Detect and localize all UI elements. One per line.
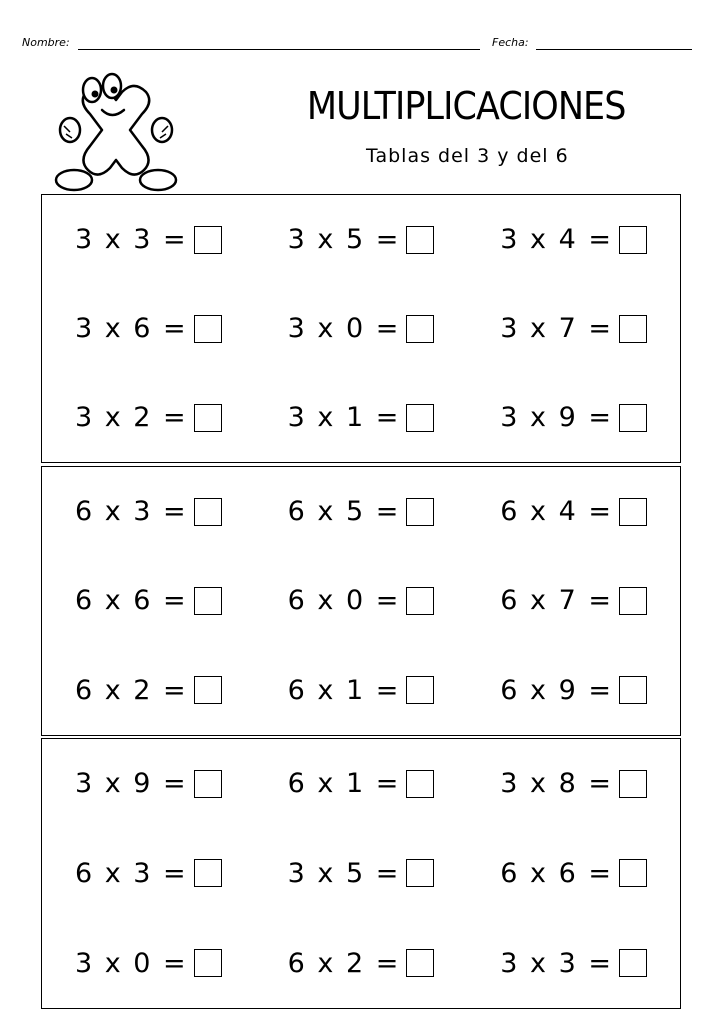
problem-expression: 3 x 0 =	[74, 947, 188, 979]
problem-section-2	[41, 466, 681, 736]
problem	[255, 739, 468, 829]
answer-box[interactable]	[194, 859, 222, 887]
problem-expression: 6 x 2 =	[287, 947, 401, 979]
problem	[255, 467, 468, 556]
problem	[467, 556, 680, 645]
problem	[255, 918, 468, 1008]
problem	[467, 195, 680, 284]
problem	[42, 918, 255, 1008]
answer-box[interactable]	[194, 587, 222, 615]
answer-box[interactable]	[194, 949, 222, 977]
problem-expression: 3 x 7 =	[500, 313, 614, 344]
answer-box[interactable]	[406, 315, 434, 343]
problem	[467, 646, 680, 735]
problem	[467, 467, 680, 556]
problem-expression: 3 x 1 =	[287, 402, 401, 433]
problem-expression: 6 x 4 =	[500, 496, 614, 528]
problem-expression: 6 x 5 =	[287, 496, 401, 528]
page-title: MULTIPLICACIONES	[306, 84, 626, 128]
answer-box[interactable]	[406, 676, 434, 704]
problem-expression: 6 x 7 =	[500, 585, 614, 617]
problem	[255, 646, 468, 735]
answer-box[interactable]	[194, 498, 222, 526]
answer-box[interactable]	[619, 315, 647, 343]
answer-box[interactable]	[194, 315, 222, 343]
problem-expression: 3 x 0 =	[287, 313, 401, 344]
problem	[467, 829, 680, 919]
name-field[interactable]	[78, 49, 480, 50]
answer-box[interactable]	[406, 949, 434, 977]
answer-box[interactable]	[194, 404, 222, 432]
answer-box[interactable]	[619, 676, 647, 704]
problem-expression: 3 x 9 =	[74, 768, 188, 800]
problem	[42, 829, 255, 919]
problem-expression: 3 x 9 =	[500, 402, 614, 433]
problem-expression: 3 x 5 =	[287, 857, 401, 889]
problem-expression: 6 x 6 =	[500, 857, 614, 889]
problem-expression: 6 x 3 =	[74, 857, 188, 889]
problem	[467, 918, 680, 1008]
problem	[255, 829, 468, 919]
answer-box[interactable]	[406, 498, 434, 526]
answer-box[interactable]	[406, 770, 434, 798]
problem-section-3	[41, 738, 681, 1009]
problem-expression: 3 x 2 =	[74, 402, 188, 433]
problem	[42, 556, 255, 645]
problem	[42, 739, 255, 829]
problem-expression: 3 x 6 =	[74, 313, 188, 344]
problem	[467, 373, 680, 462]
problem-expression: 6 x 6 =	[74, 585, 188, 617]
date-field[interactable]	[536, 49, 692, 50]
answer-box[interactable]	[194, 226, 222, 254]
answer-box[interactable]	[406, 859, 434, 887]
answer-box[interactable]	[619, 498, 647, 526]
answer-box[interactable]	[619, 859, 647, 887]
answer-box[interactable]	[619, 770, 647, 798]
problem-expression: 6 x 9 =	[500, 674, 614, 706]
problem-expression: 6 x 3 =	[74, 496, 188, 528]
problem-expression: 3 x 8 =	[500, 768, 614, 800]
answer-box[interactable]	[406, 587, 434, 615]
multiplication-mascot-icon	[46, 70, 186, 198]
problem	[42, 646, 255, 735]
problem	[255, 284, 468, 373]
problem	[255, 556, 468, 645]
answer-box[interactable]	[619, 404, 647, 432]
problem	[42, 195, 255, 284]
problem	[467, 739, 680, 829]
problem-expression: 6 x 1 =	[287, 674, 401, 706]
problem	[255, 195, 468, 284]
date-label: Fecha:	[492, 36, 529, 49]
problem-expression: 6 x 2 =	[74, 674, 188, 706]
problem	[255, 373, 468, 462]
answer-box[interactable]	[619, 949, 647, 977]
answer-box[interactable]	[194, 676, 222, 704]
answer-box[interactable]	[619, 226, 647, 254]
problem-expression: 6 x 0 =	[287, 585, 401, 617]
problem	[42, 373, 255, 462]
answer-box[interactable]	[406, 226, 434, 254]
problem	[42, 284, 255, 373]
problem	[42, 467, 255, 556]
header-row	[22, 34, 692, 54]
page-subtitle: Tablas del 3 y del 6	[366, 145, 569, 167]
answer-box[interactable]	[194, 770, 222, 798]
name-label: Nombre:	[22, 36, 70, 49]
problem	[467, 284, 680, 373]
problem-expression: 3 x 5 =	[287, 224, 401, 255]
answer-box[interactable]	[406, 404, 434, 432]
problem-section-1	[41, 194, 681, 463]
problem-expression: 3 x 4 =	[500, 224, 614, 255]
problem-expression: 3 x 3 =	[74, 224, 188, 255]
answer-box[interactable]	[619, 587, 647, 615]
problem-expression: 6 x 1 =	[287, 768, 401, 800]
problem-expression: 3 x 3 =	[500, 947, 614, 979]
